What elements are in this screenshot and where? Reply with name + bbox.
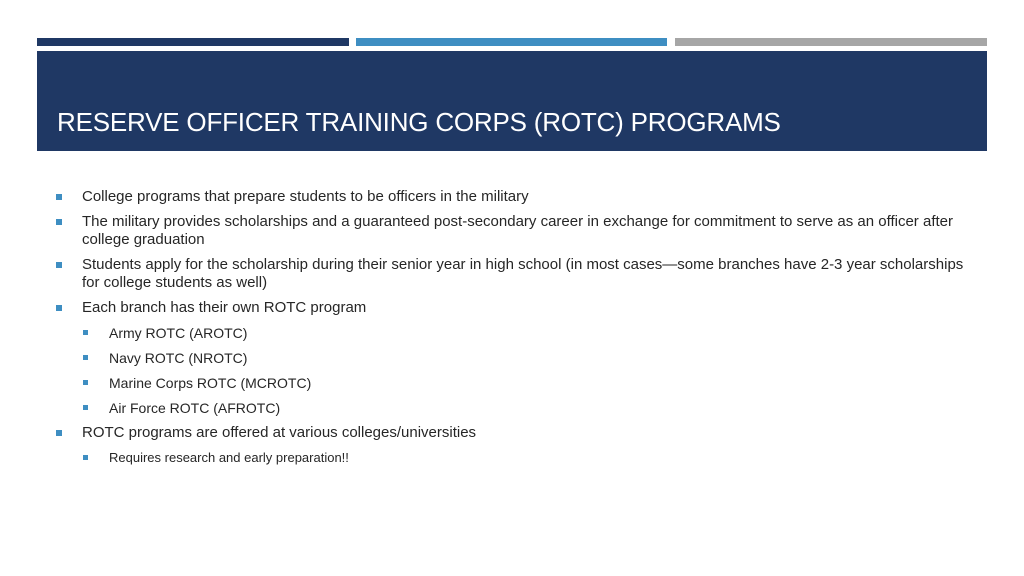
square-bullet-icon: [83, 330, 88, 335]
sub-bullet-item: [83, 349, 976, 367]
bullet-list: [56, 188, 976, 474]
sub-bullet-text: Air Force ROTC (AFROTC): [109, 400, 281, 416]
bullet-item: [56, 213, 976, 249]
sub-bullet-item: [83, 374, 976, 392]
bullet-text: The military provides scholarships and a guaranteed post-secondary career in exchange for commitment to serve as an officer after college graduation: [82, 213, 953, 248]
square-bullet-icon: [83, 380, 88, 385]
sub-bullet-item: [83, 324, 976, 342]
slide-title: RESERVE OFFICER TRAINING CORPS (ROTC) PROGRAMS: [57, 107, 781, 137]
sub-bullet-text: Requires research and early preparation!!: [109, 450, 349, 465]
square-bullet-icon: [83, 355, 88, 360]
square-bullet-icon: [56, 219, 62, 225]
square-bullet-icon: [56, 194, 62, 200]
square-bullet-icon: [56, 262, 62, 268]
square-bullet-icon: [56, 430, 62, 436]
bullet-text: Each branch has their own ROTC program: [82, 299, 367, 316]
sub-bullet-text: Navy ROTC (NROTC): [109, 350, 248, 366]
bullet-item: [56, 424, 976, 442]
sub-bullet-text: Army ROTC (AROTC): [109, 325, 248, 341]
square-bullet-icon: [83, 405, 88, 410]
bullet-text: Students apply for the scholarship during their senior year in high school (in most cases—some branches have 2-3 year scholarships for college students as well): [82, 256, 964, 291]
bullet-item: [56, 188, 976, 206]
title-band: [37, 51, 987, 151]
sub-bullet-item: [83, 449, 976, 467]
bullet-item: [56, 299, 976, 317]
accent-bar-light-blue: [356, 38, 667, 46]
accent-bar-dark-blue: [37, 38, 349, 46]
accent-bar-gray: [675, 38, 987, 46]
sub-bullet-text: Marine Corps ROTC (MCROTC): [109, 375, 312, 391]
square-bullet-icon: [83, 455, 88, 460]
bullet-item: [56, 256, 976, 292]
sub-bullet-item: [83, 399, 976, 417]
bullet-text: College programs that prepare students to be officers in the military: [82, 188, 529, 205]
bullet-text: ROTC programs are offered at various colleges/universities: [82, 424, 477, 441]
square-bullet-icon: [56, 305, 62, 311]
